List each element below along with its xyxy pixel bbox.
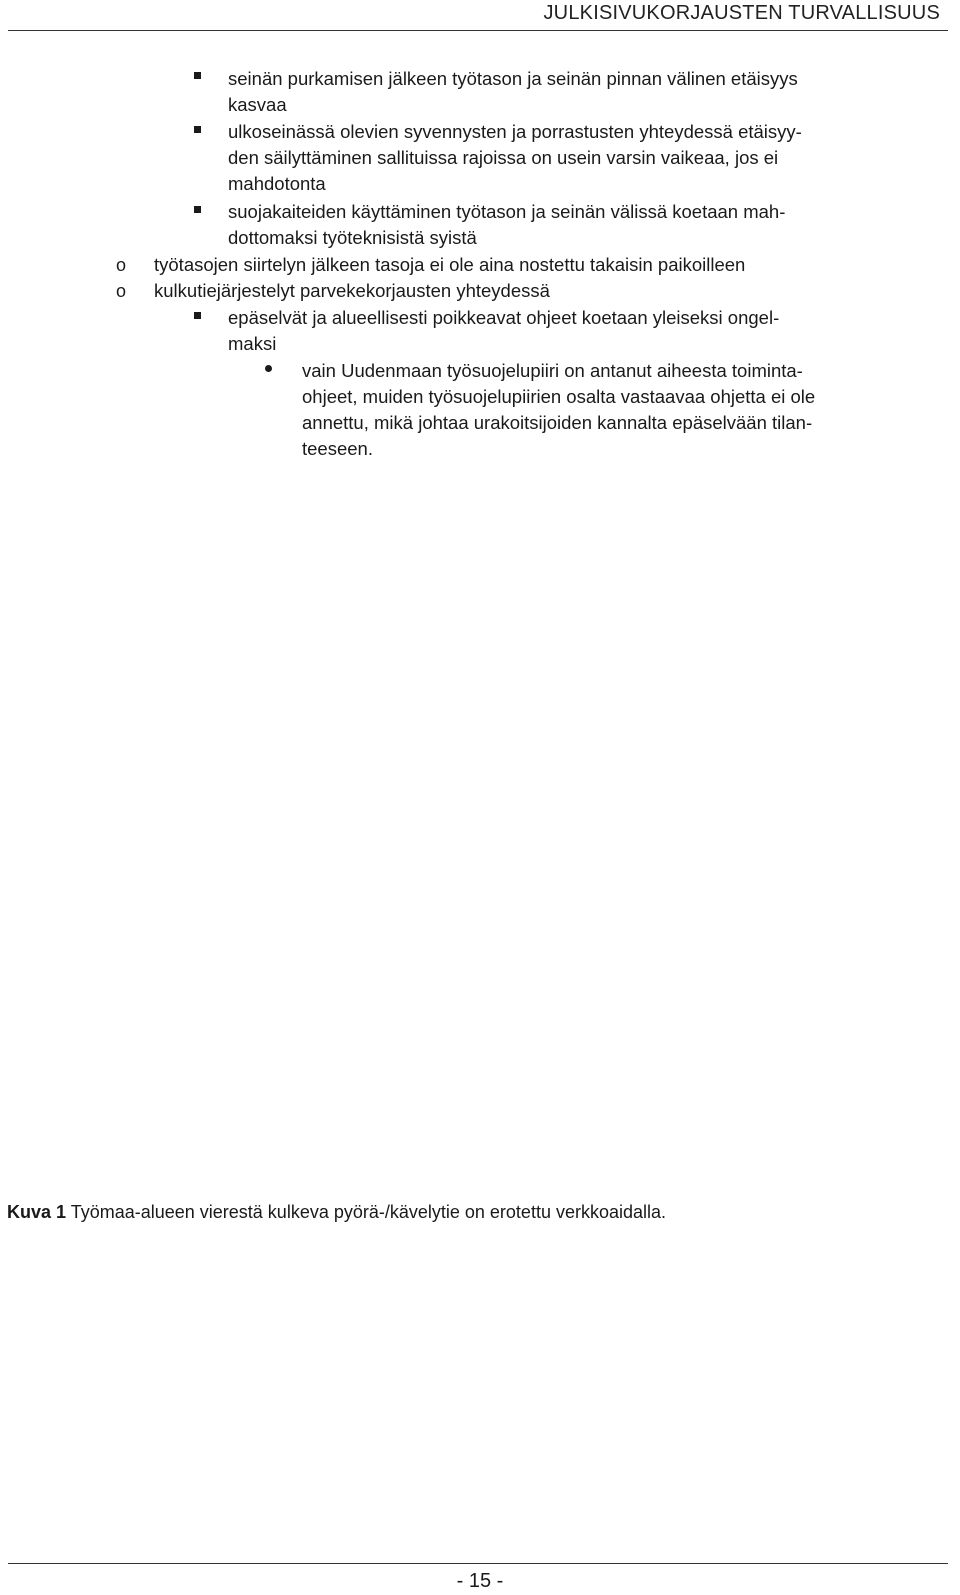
square-bullet-icon [194, 72, 201, 79]
header-title: JULKISIVUKORJAUSTEN TURVALLISUUS [543, 2, 940, 24]
list-item-line: mahdotonta [228, 173, 326, 194]
list-item-line: maksi [228, 333, 277, 354]
list-item-line: kasvaa [228, 94, 287, 115]
figure-caption-label: Kuva 1 [7, 1202, 67, 1222]
figure-caption-text: Työmaa-alueen vierestä kulkeva pyörä-/kävelytie on erotettu verkkoaidalla. [66, 1202, 667, 1222]
page-number: - 15 - [456, 1570, 504, 1592]
list-item-line: ohjeet, muiden työsuojelupiirien osalta vastaavaa ohjetta ei ole [302, 386, 816, 407]
list-item-line: dottomaksi työteknisistä syistä [228, 227, 477, 248]
square-bullet-icon [194, 206, 201, 213]
list-item-line: suojakaiteiden käyttäminen työtason ja seinän välissä koetaan mah- [228, 201, 786, 222]
circle-bullet-icon: o [116, 281, 127, 301]
list-item-line: epäselvät ja alueellisesti poikkeavat ohjeet koetaan yleiseksi ongel- [228, 307, 780, 328]
list-item-line: kulkutiejärjestelyt parvekekorjausten yhteydessä [154, 280, 550, 301]
dot-bullet-icon [265, 365, 272, 372]
list-item-line: ulkoseinässä olevien syvennysten ja porrastusten yhteydessä etäisyy- [228, 121, 802, 142]
square-bullet-icon [194, 312, 201, 319]
header-divider [8, 30, 948, 31]
circle-bullet-icon: o [116, 255, 127, 275]
footer-divider [8, 1563, 948, 1564]
list-item-line: seinän purkamisen jälkeen työtason ja seinän pinnan välinen etäisyys [228, 68, 798, 89]
list-item-line: annettu, mikä johtaa urakoitsijoiden kannalta epäselvään tilan- [302, 412, 813, 433]
list-item-line: den säilyttäminen sallituissa rajoissa on usein varsin vaikeaa, jos ei [228, 147, 779, 168]
list-item-line: teeseen. [302, 438, 373, 459]
list-item-line: työtasojen siirtelyn jälkeen tasoja ei ole aina nostettu takaisin paikoilleen [154, 254, 746, 275]
square-bullet-icon [194, 126, 201, 133]
figure-caption [7, 1199, 666, 1225]
list-item-line: vain Uudenmaan työsuojelupiiri on antanut aiheesta toiminta- [302, 360, 803, 381]
